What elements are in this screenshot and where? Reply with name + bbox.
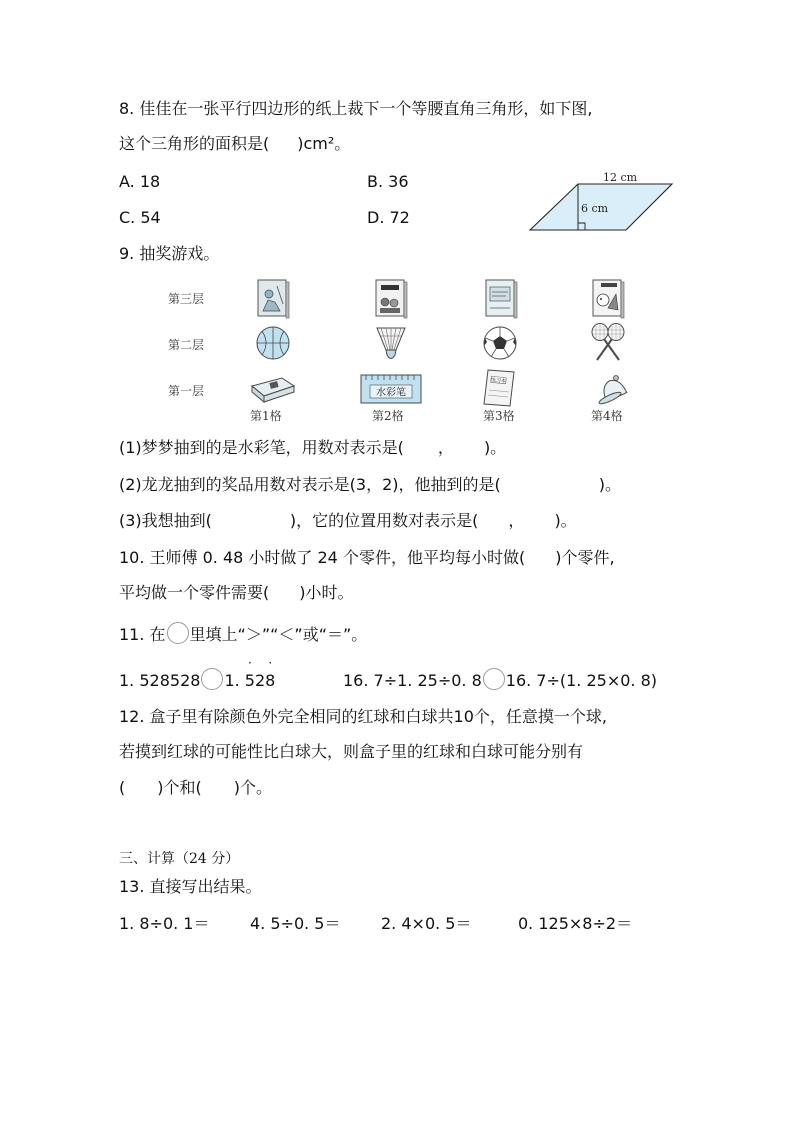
notebook-text: 练习本: [490, 377, 507, 385]
height-label: 6 cm: [581, 202, 609, 215]
watercolor-pen-box-icon: [360, 374, 422, 404]
q9-sub3: [119, 510, 577, 532]
q11-post: 里填上“＞”“＜”或“＝”。: [189, 625, 368, 644]
picture-book-icon: [255, 278, 291, 320]
q9-sub3-post: )。: [554, 511, 577, 530]
q9-sub2-post: )。: [598, 475, 622, 494]
q9-title: 9. 抽奖游戏。: [119, 244, 220, 263]
q8-option-a[interactable]: A. 18: [119, 172, 161, 191]
q10-line2-pre: 平均做一个零件需要(: [119, 583, 270, 602]
pencil-sharpener-icon: [248, 372, 298, 404]
shuttlecock-icon: [372, 324, 410, 364]
q11-right-a: 16. 7÷1. 25÷0. 8: [343, 671, 482, 690]
magazine-icon: [483, 278, 519, 320]
basketball-icon: [254, 324, 292, 362]
q12-line3-a: (: [119, 778, 126, 797]
q11-right-compare: [343, 668, 657, 692]
notebook-icon: [482, 368, 516, 408]
q9-sub3-comma: ，: [508, 511, 525, 530]
q13-item-2[interactable]: 4. 5÷0. 5＝: [250, 914, 341, 933]
q9-sub1-post: )。: [483, 438, 507, 457]
q12-line3-b: )个和(: [157, 778, 202, 797]
q8-line2-pre: 这个三角形的面积是(: [119, 134, 270, 153]
q8-option-d[interactable]: D. 72: [367, 208, 410, 227]
col-label-4: 第4格: [591, 409, 623, 423]
q9-sub2-pre: (2)龙龙抽到的奖品用数对表示是(3，2)，他抽到的是(: [119, 475, 501, 494]
q13-item-3[interactable]: 2. 4×0. 5＝: [381, 914, 472, 933]
q9-sub3-mid: )，它的位置用数对表示是(: [289, 511, 479, 530]
q10-line1-post: )个零件,: [555, 548, 615, 567]
q8-line1: 8. 佳佳在一张平行四边形的纸上裁下一个等腰直角三角形，如下图,: [119, 99, 593, 118]
q12-line3-c: )个。: [233, 778, 272, 797]
parallelogram-figure: [526, 168, 676, 234]
q8-line2-post: )cm²。: [297, 134, 351, 153]
q10-line1-pre: 10. 王师傅 0. 48 小时做了 24 个零件，他平均每小时做(: [119, 548, 526, 567]
q11-right-answer-circle[interactable]: [483, 668, 505, 690]
badminton-rackets-icon: [588, 322, 628, 364]
q13-item-4[interactable]: 0. 125×8÷2＝: [518, 914, 633, 933]
soccer-ball-icon: [481, 324, 519, 362]
row-label-2: 第二层: [168, 338, 205, 352]
q11-title: [119, 622, 367, 646]
middle-digit: 2: [254, 671, 266, 690]
q10-line2: [119, 582, 354, 604]
row-label-1: 第一层: [168, 384, 205, 398]
q9-sub3-pre: (3)我想抽到(: [119, 511, 212, 530]
bell-icon: [594, 372, 628, 406]
repeating-dot-digit-1: · 5: [245, 670, 255, 692]
q11-left-b-prefix: 1.: [224, 671, 245, 690]
q12-line1: 12. 盒子里有除颜色外完全相同的红球和白球共10个，任意摸一个球,: [119, 707, 607, 726]
q11-left-compare: [119, 668, 275, 692]
col-label-2: 第2格: [372, 409, 404, 423]
q11-pre: 11. 在: [119, 625, 166, 644]
q8-option-b[interactable]: B. 36: [367, 172, 409, 191]
q10-line2-post: )小时。: [299, 583, 354, 602]
q11-left-a: 1. 528528: [119, 671, 201, 690]
repeating-dot-digit-2: · 8: [265, 670, 275, 692]
section-3-title: 三、计算（24 分）: [119, 851, 240, 867]
q9-sub1-comma: ，: [437, 438, 454, 457]
watercolor-pen-text: 水彩笔: [376, 387, 406, 399]
comic-book-icon: [590, 278, 626, 320]
col-label-1: 第1格: [250, 409, 282, 423]
q13-item-1[interactable]: 1. 8÷0. 1＝: [119, 914, 210, 933]
q9-sub1-pre: (1)梦梦抽到的是水彩笔，用数对表示是(: [119, 438, 404, 457]
q9-sub2: [119, 474, 621, 496]
q11-right-b: 16. 7÷(1. 25×0. 8): [505, 671, 658, 690]
q11-circle-sample: [167, 622, 189, 644]
q12-line2: 若摸到红球的可能性比白球大，则盒子里的红球和白球可能分别有: [119, 742, 584, 761]
q10-line1: [119, 547, 615, 569]
col-label-3: 第3格: [483, 409, 515, 423]
storybook-icon: [373, 278, 409, 320]
q12-line3: [119, 777, 272, 799]
q13-title: 13. 直接写出结果。: [119, 877, 262, 896]
row-label-3: 第三层: [168, 292, 205, 306]
q9-sub1: [119, 437, 506, 459]
top-length-label: 12 cm: [603, 171, 638, 184]
q8-option-c[interactable]: C. 54: [119, 208, 161, 227]
q11-left-answer-circle[interactable]: [201, 668, 223, 690]
q8-line2: [119, 133, 350, 155]
